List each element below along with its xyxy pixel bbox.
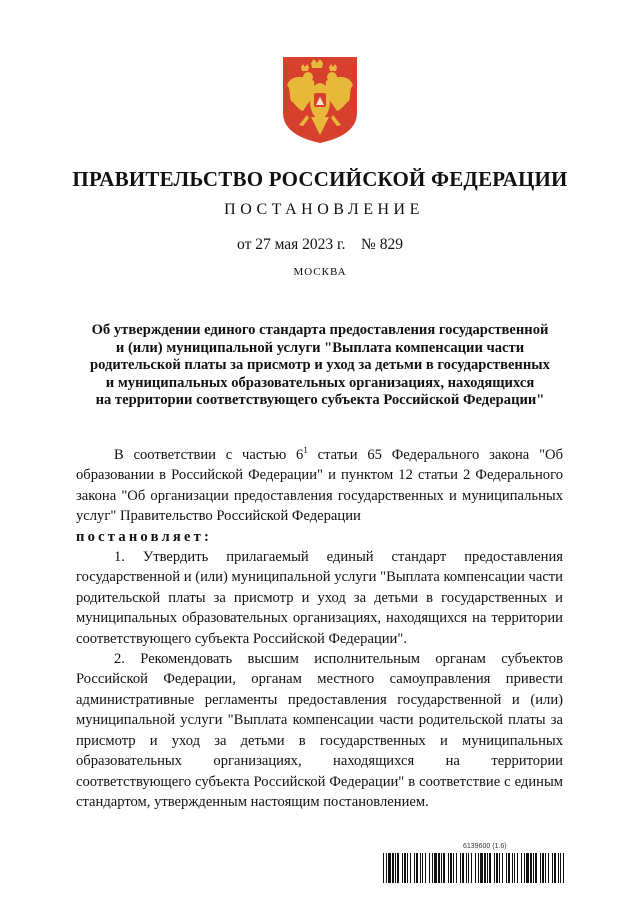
decree-word: постановляет:: [76, 528, 213, 545]
preamble-paragraph: В соответствии с частью $6^1$ статьи 65 Федерального закона "Об образовании в Российской Федерации" и пунктом 12 статьи 2 Федерального закона "Об организации предоставления государственных и муниципальных услуг" Правительство Российской Федерации: [76, 445, 563, 525]
document-body: [76, 445, 563, 812]
clause-1: 1. Утвердить прилагаемый единый стандарт предоставления государственной и (или) муниципальной услуги "Выплата компенсации части родительской платы за присмотр и уход за детьми в государственных и муниципальных образовательных организациях, находящихся на территории соответствующего субъекта Российской Федерации".: [76, 549, 563, 647]
government-title: ПРАВИТЕЛЬСТВО РОССИЙСКОЙ ФЕДЕРАЦИИ: [72, 167, 568, 191]
document-number: № 829: [361, 236, 403, 253]
document-city: МОСКВА: [293, 266, 347, 278]
subject-line: родительской платы за присмотр и уход за детьми в государственных: [90, 357, 550, 374]
subject-line: Об утверждении единого стандарта предоставления государственной: [91, 322, 549, 338]
document-date-line: [0, 236, 640, 254]
document-type: ПОСТАНОВЛЕНИЕ: [224, 201, 424, 218]
document-subject: [60, 322, 580, 410]
barcode-icon: [383, 853, 567, 883]
subject-line: на территории соответствующего субъекта Российской Федерации": [95, 392, 545, 409]
clause-2: 2. Рекомендовать высшим исполнительным органам субъектов Российской Федерации, органам местного самоуправления привести административные регламенты предоставления государственной и (или) муниципальной услуги "Выплата компенсации части родительской платы за присмотр и уход за детьми в государственных и муниципальных образовательных организациях, находящихся на территории соответствующего субъекта Российской Федерации" в соответствие с единым стандартом, утвержденным настоящим постановлением.: [76, 651, 563, 810]
coat-of-arms-icon: [281, 55, 359, 145]
superscript-index: 1: [303, 445, 308, 456]
barcode-code: 6139600 (1.6): [463, 843, 507, 850]
subject-line: и муниципальных образовательных организациях, находящихся: [105, 374, 535, 391]
document-date: от 27 мая 2023 г.: [237, 236, 346, 253]
subject-line: и (или) муниципальной услуги "Выплата компенсации части: [115, 339, 525, 356]
